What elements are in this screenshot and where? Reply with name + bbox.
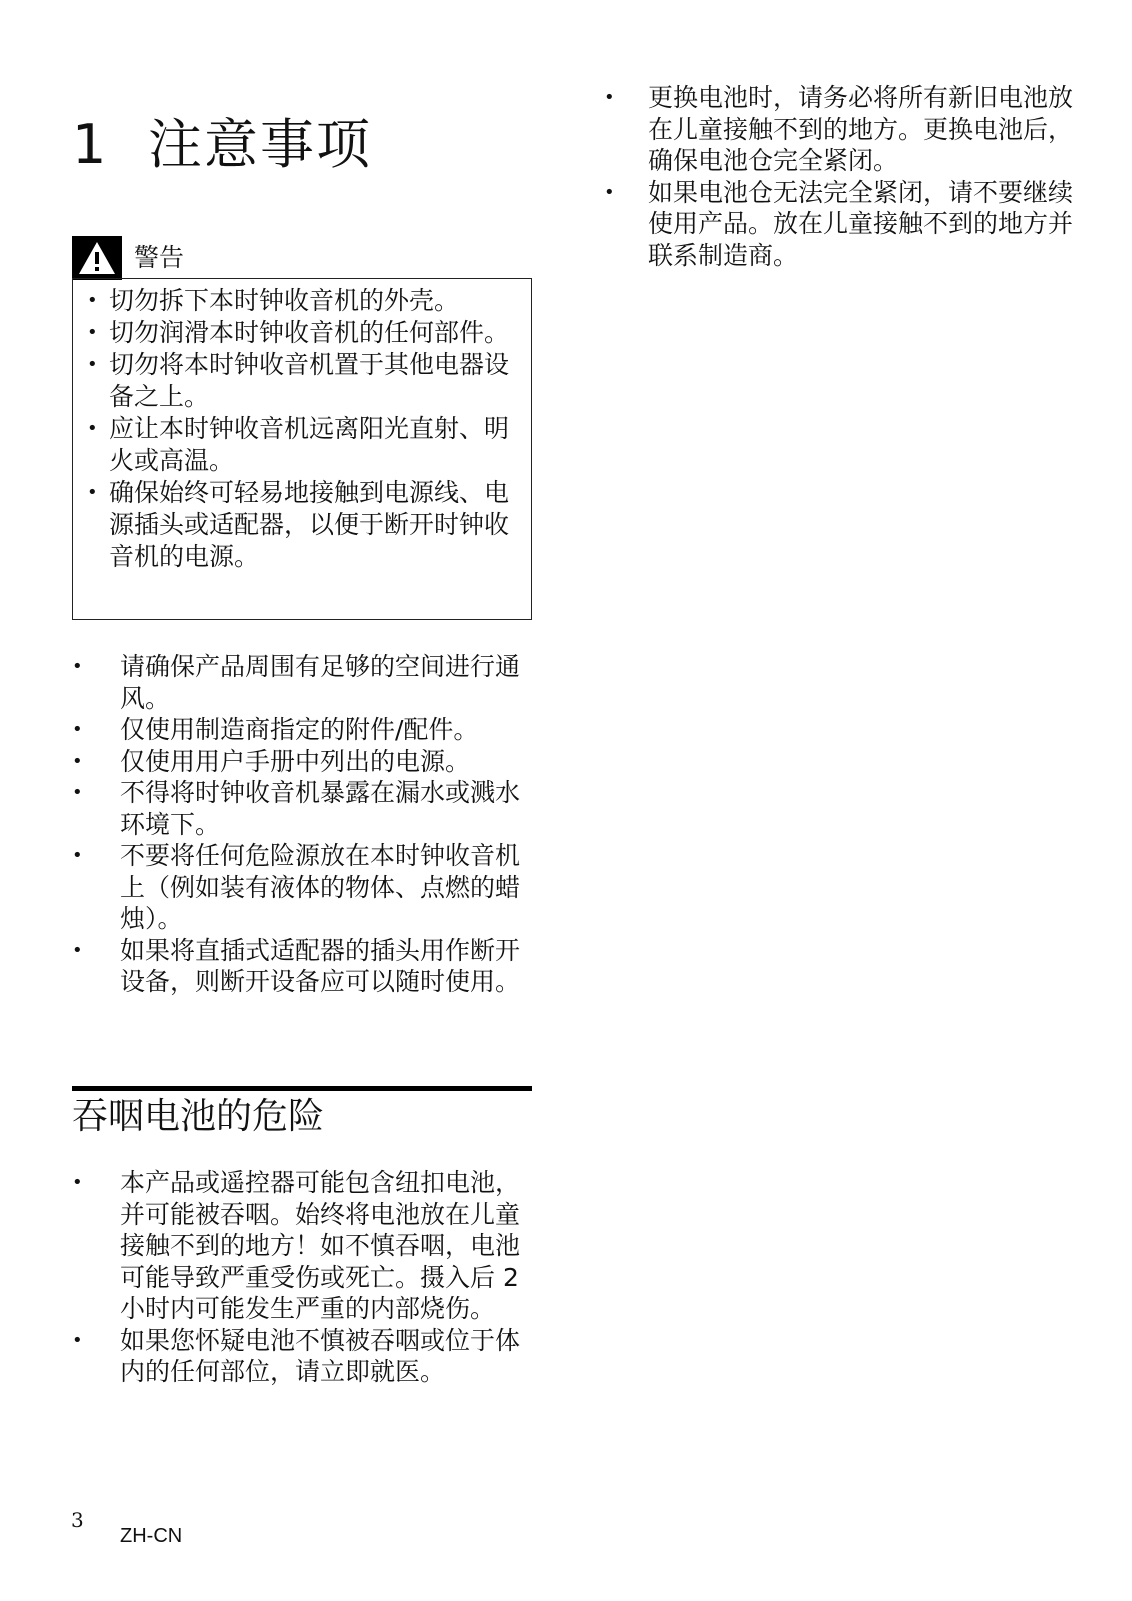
chapter-number: 1 (72, 113, 109, 177)
warning-triangle-icon (72, 236, 122, 280)
chapter-heading (72, 112, 372, 178)
warning-item: • 切勿将本时钟收音机置于其他电器设备之上。 (87, 349, 519, 413)
page-number: 3 (71, 1508, 84, 1532)
warning-item: • 确保始终可轻易地接触到电源线、电源插头或适配器，以便于断开时钟收音机的电源。 (87, 477, 519, 573)
battery-hazard-list (72, 1167, 542, 1388)
battery-hazard-item: • 如果电池仓无法完全紧闭，请不要继续使用产品。放在儿童接触不到的地方并联系制造商。 (604, 177, 1074, 272)
warning-item: • 切勿拆下本时钟收音机的外壳。 (87, 285, 519, 317)
warning-list (87, 285, 519, 573)
safety-item: • 如果将直插式适配器的插头用作断开设备，则断开设备应可以随时使用。 (72, 935, 542, 998)
warning-header (72, 236, 184, 280)
warning-title: 警告 (134, 243, 185, 272)
safety-item: • 仅使用用户手册中列出的电源。 (72, 746, 542, 778)
safety-item: • 不要将任何危险源放在本时钟收音机上（例如装有液体的物体、点燃的蜡烛）。 (72, 840, 542, 935)
chapter-title: 注意事项 (148, 113, 372, 177)
section-divider (72, 1086, 532, 1091)
warning-item: • 切勿润滑本时钟收音机的任何部件。 (87, 317, 519, 349)
battery-hazard-list-continued (604, 82, 1074, 271)
safety-item: • 请确保产品周围有足够的空间进行通风。 (72, 651, 542, 714)
section-heading: 吞咽电池的危险 (72, 1096, 325, 1137)
safety-item: • 不得将时钟收音机暴露在漏水或溅水环境下。 (72, 777, 542, 840)
safety-list (72, 651, 542, 998)
warning-item: • 应让本时钟收音机远离阳光直射、明火或高温。 (87, 413, 519, 477)
warning-box (72, 278, 532, 620)
safety-item: • 仅使用制造商指定的附件/配件。 (72, 714, 542, 746)
language-code: ZH-CN (120, 1525, 183, 1547)
battery-hazard-item: • 如果您怀疑电池不慎被吞咽或位于体内的任何部位，请立即就医。 (72, 1325, 542, 1388)
battery-hazard-item: • 更换电池时，请务必将所有新旧电池放在儿童接触不到的地方。更换电池后，确保电池仓完全紧闭。 (604, 82, 1074, 177)
battery-hazard-item: • 本产品或遥控器可能包含纽扣电池，并可能被吞咽。始终将电池放在儿童接触不到的地方！如不慎吞咽，电池可能导致严重受伤或死亡。摄入后 2 小时内可能发生严重的内部烧伤。 (72, 1167, 542, 1325)
